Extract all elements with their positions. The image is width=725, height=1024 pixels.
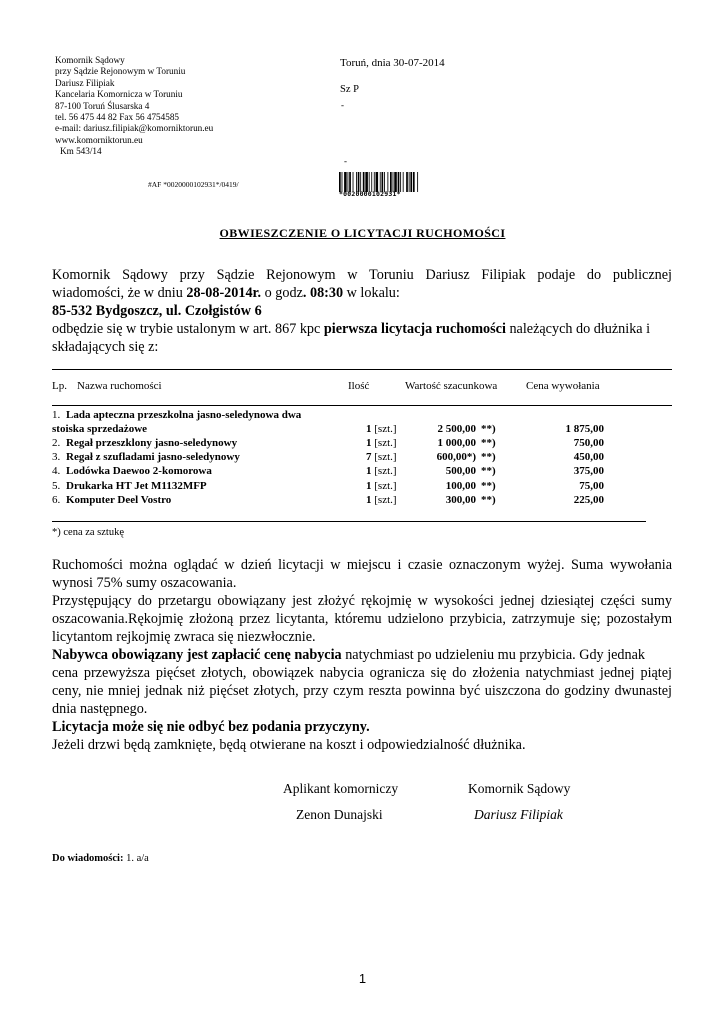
qty-value: 1 [366, 465, 372, 477]
row-lp: 5. [52, 480, 61, 492]
header-line: 87-100 Toruń Ślusarska 4 [55, 100, 150, 111]
af-code: #AF *0020000102931*/0419/ [148, 180, 239, 189]
signature-left-title: Aplikant komorniczy [283, 781, 399, 796]
row-name: Lada apteczna przeszkolna jasno-seledynowa dwa [66, 409, 302, 421]
row-mark: **) [481, 480, 496, 492]
terms-line: licytantom rejkojmię zwraca się niezwłocznie. [52, 629, 316, 645]
divider [52, 521, 646, 522]
row-mark: **) [481, 423, 496, 435]
row-price: 750,00 [573, 437, 604, 449]
sz-p: Sz P [340, 84, 359, 95]
row-qty [366, 465, 397, 477]
intro-text: o godz [261, 285, 303, 301]
row-price: 450,00 [573, 451, 604, 463]
header-line: Dariusz Filipiak [55, 77, 115, 88]
page-number: 1 [358, 971, 367, 986]
auction-time: . 08:30 [302, 285, 344, 301]
row-value: 500,00 [445, 465, 476, 477]
qty-unit: [szt.] [374, 494, 397, 506]
row-value: 600,00*) [436, 451, 476, 463]
intro-paragraph [52, 266, 672, 356]
qty-unit: [szt.] [374, 423, 397, 435]
intro-text: wiadomości, że w dniu [52, 285, 187, 301]
header-line: Kancelaria Komornicza w Toruniu [55, 89, 183, 100]
payment-obligation: Nabywca obowiązany jest zapłacić cenę nabycia [52, 647, 342, 663]
auction-date: 28-08-2014r. [186, 285, 262, 301]
header-line: przy Sądzie Rejonowym w Toruniu [55, 66, 186, 77]
row-price: 225,00 [573, 494, 604, 506]
col-header-value: Wartość szacunkowa [405, 380, 498, 392]
qty-value: 7 [366, 451, 372, 463]
row-name: Lodówka Daewoo 2-komorowa [66, 465, 212, 477]
qty-unit: [szt.] [374, 480, 397, 492]
row-mark: **) [481, 451, 496, 463]
row-lp: 4. [52, 465, 61, 477]
signature-right-title: Komornik Sądowy [468, 781, 571, 796]
terms-line: ceny, nie mniej jednak niż pięćset złotych, przy czym reszta powinna być uiszczona do godziny dwunastej [52, 683, 672, 699]
signature-right-name: Dariusz Filipiak [474, 807, 563, 822]
terms-line: Przystępujący do przetargu obowiązany jest złożyć rękojmię w wysokości jednej dziesiątej części sumy [52, 593, 672, 609]
barcode-bars [339, 172, 446, 192]
notice-label: Do wiadomości: [52, 853, 124, 864]
divider [52, 369, 672, 370]
qty-unit: [szt.] [374, 437, 397, 449]
qty-value: 1 [366, 480, 372, 492]
address-street-prefix: , ul. Czołgistów 6 [158, 303, 262, 319]
notice-value: 1. a/a [123, 853, 149, 864]
document-title: OBWIESZCZENIE O LICYTACJI RUCHOMOŚCI [219, 226, 506, 240]
row-name: Regał przeszklony jasno-seledynowy [66, 437, 238, 449]
intro-line: składających się z: [52, 339, 159, 355]
cancellation-notice: Licytacja może się nie odbyć bez podania przyczyny. [52, 719, 370, 735]
row-name: Regał z szufladami jasno-seledynowy [66, 451, 240, 463]
header-line: Komornik Sądowy [55, 55, 125, 65]
case-number: Km 543/14 [60, 146, 102, 157]
header-line: www.komorniktorun.eu [55, 134, 143, 145]
col-header-price: Cena wywołania [526, 380, 600, 392]
row-name: Drukarka HT Jet M1132MFP [66, 480, 207, 492]
auction-address [52, 302, 672, 320]
terms-line [52, 718, 672, 736]
row-value: 1 000,00 [437, 437, 476, 449]
row-qty [366, 494, 397, 506]
divider [52, 405, 672, 406]
row-name-cont: stoiska sprzedażowe [52, 423, 148, 435]
intro-line [52, 320, 672, 338]
row-qty [366, 437, 397, 449]
intro-line [52, 284, 672, 302]
intro-text: w lokalu: [343, 285, 400, 301]
bailiff-header [55, 55, 213, 158]
col-header-lp: Lp. [52, 380, 67, 392]
terms-line: Jeżeli drzwi będą zamknięte, będą otwierane na koszt i odpowiedzialność dłużnika. [52, 737, 526, 753]
terms-line: dnia następnego. [52, 701, 148, 717]
row-name: Komputer Deel Vostro [66, 494, 172, 506]
qty-value: 1 [366, 423, 372, 435]
col-header-qty: Ilość [348, 380, 370, 392]
row-qty [366, 423, 397, 435]
row-value: 300,00 [445, 494, 476, 506]
row-price: 375,00 [573, 465, 604, 477]
mark-dash: - [344, 156, 347, 166]
row-mark: **) [481, 465, 496, 477]
barcode-text: *0020000102931* [339, 190, 401, 198]
row-price: 1 875,00 [565, 423, 604, 435]
row-value: 2 500,00 [437, 423, 476, 435]
terms-text [52, 556, 672, 754]
intro-text: odbędzie się w trybie ustalonym w art. 867 kpc [52, 321, 324, 337]
terms-line [52, 646, 672, 664]
place-date: Toruń, dnia 30-07-2014 [340, 57, 445, 69]
qty-value: 1 [366, 494, 372, 506]
barcode [339, 172, 446, 200]
qty-value: 1 [366, 437, 372, 449]
row-lp: 6. [52, 494, 61, 506]
distribution-notice [52, 853, 149, 864]
signature-left-name: Zenon Dunajski [296, 807, 383, 822]
terms-line: cena przewyższa pięćset złotych, obowiązek nabycia ogranicza się do złożenia natychmiast jednej piątej [52, 665, 672, 681]
terms-line: oszacowania.Rękojmię złożoną przez licytanta, któremu udzielono przybicia, zatrzymuje się; pozostałym [52, 611, 672, 627]
auction-type: pierwsza licytacja ruchomości [323, 321, 506, 337]
intro-line: Komornik Sądowy przy Sądzie Rejonowym w Toruniu Dariusz Filipiak podaje do publicznej [52, 267, 672, 283]
qty-unit: [szt.] [374, 451, 397, 463]
row-mark: **) [481, 494, 496, 506]
header-line: e-mail: dariusz.filipiak@komorniktorun.eu [55, 123, 214, 134]
header-line: tel. 56 475 44 82 Fax 56 4754585 [55, 112, 180, 123]
row-mark: **) [481, 437, 496, 449]
row-qty [366, 480, 397, 492]
row-lp: 2. [52, 437, 61, 449]
row-qty [366, 451, 397, 463]
row-lp: 3. [52, 451, 61, 463]
address-city: 85-532 Bydgoszcz [52, 303, 159, 319]
qty-unit: [szt.] [374, 465, 397, 477]
row-lp: 1. [52, 409, 61, 421]
terms-line: Ruchomości można oglądać w dzień licytacji w miejscu i czasie oznaczonym wyżej. Suma wywołania [52, 557, 672, 573]
footnote: *) cena za sztukę [52, 527, 124, 538]
terms-text-span: natychmiast po udzieleniu mu przybicia. Gdy jednak [341, 647, 646, 663]
col-header-name: Nazwa ruchomości [77, 380, 162, 392]
row-value: 100,00 [445, 480, 476, 492]
mark-dash: - [341, 100, 344, 110]
row-price: 75,00 [579, 480, 604, 492]
intro-text: należących do dłużnika i [505, 321, 651, 337]
terms-line: wynosi 75% sumy oszacowania. [52, 575, 237, 591]
